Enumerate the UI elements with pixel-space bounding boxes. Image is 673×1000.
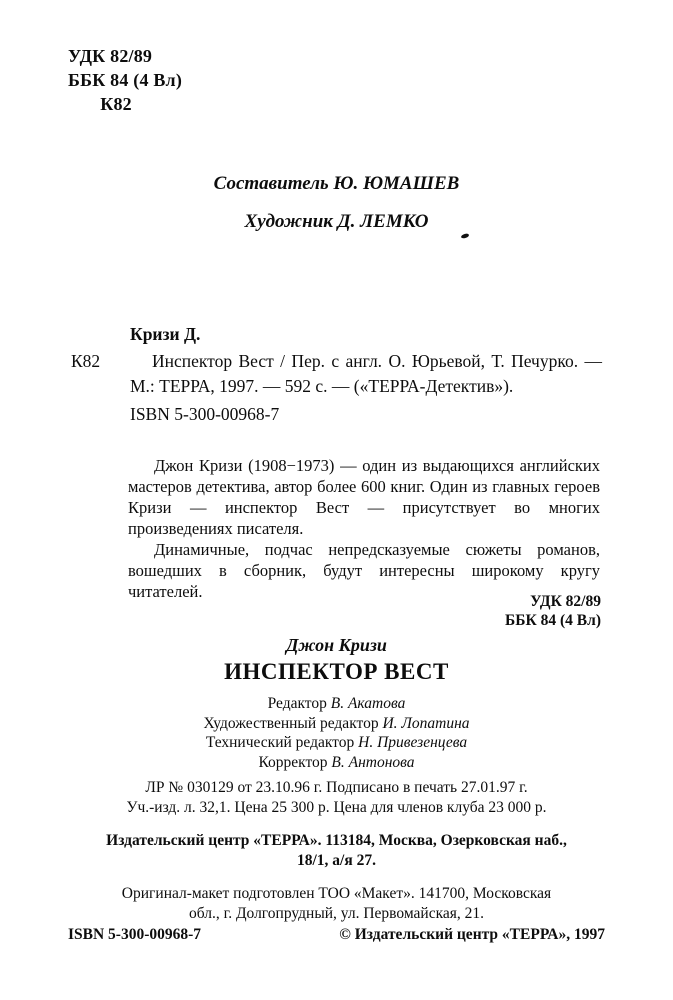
publisher-address-line-1: Издательский центр «ТЕРРА». 113184, Москва, Озерковская наб., [106,832,567,849]
production-credits [0,165,673,241]
bbk-code-repeat: ББК 84 (4 Вл) [505,612,601,629]
book-author: Джон Кризи [286,635,387,655]
classification-codes [68,44,182,116]
cip-record-body-wrapper [68,349,602,428]
staff-person: Н. Привезенцева [358,734,468,751]
staff-person: В. Антонова [331,753,415,771]
staff-row [0,694,673,714]
staff-row [0,753,673,773]
page-footer [68,925,605,945]
book-title: ИНСПЕКТОР ВЕСТ [224,659,449,684]
typesetter-address-line-1: Оригинал-макет подготовлен ТОО «Макет». 141700, Московская [121,885,552,902]
artist-credit: Художник Д. ЛЕМКО [244,211,429,232]
annotation-block [128,455,600,602]
cip-description [130,349,602,428]
cip-author-heading: Кризи Д. [130,324,201,344]
shelfmark-code: К82 [100,94,132,114]
annotation-paragraph-2: Динамичные, подчас непредсказуемые сюжеты романов, вошедших в сборник, будут интересны широкому кругу читателей. [128,540,600,601]
publisher-address [0,831,673,871]
printing-details [0,778,673,818]
staff-role: Корректор [258,753,332,771]
typesetter-address-line-2: обл., г. Долгопрудный, ул. Первомайская, 21. [188,905,485,922]
classification-codes-repeat [505,592,601,630]
imprint-details [0,778,673,924]
annotation-paragraph-1: Джон Кризи (1908−1973) — один из выдающихся английских мастеров детектива, автор более 600 книг. Один из главных героев Кризи — инспектор Вест — присутствует во многих произведениях писателя. [128,456,600,538]
udk-code-repeat: УДК 82/89 [530,593,601,610]
footer-isbn: ISBN 5-300-00968-7 [68,926,202,943]
staff-role: Технический редактор [205,734,359,751]
publisher-address-line-2: 18/1, а/я 27. [297,852,376,869]
licence-line: ЛР № 030129 от 23.10.96 г. Подписано в печать 27.01.97 г. [145,779,528,796]
staff-person: И. Лопатина [382,714,470,732]
udk-code: УДК 82/89 [68,46,153,66]
cip-record [68,322,602,427]
footer-copyright: © Издательский центр «ТЕРРА», 1997 [339,926,605,943]
bbk-code: ББК 84 (4 Вл) [68,70,183,90]
title-block [0,634,673,686]
editorial-staff [0,694,673,772]
price-line: Уч.-изд. л. 32,1. Цена 25 300 р. Цена для членов клуба 23 000 р. [126,799,547,816]
compiler-credit: Составитель Ю. ЮМАШЕВ [213,173,460,194]
staff-role: Редактор [267,695,331,712]
typesetter-address [0,884,673,924]
staff-role: Художественный редактор [203,714,383,732]
staff-row [0,733,673,753]
staff-row [0,714,673,734]
cip-description-text: Инспектор Вест / Пер. с англ. О. Юрьевой, Т. Печурко. — М.: ТЕРРА, 1997. — 592 с. — («ТЕРРА-Детектив»). [130,350,602,396]
cip-shelfmark: К82 [71,350,101,371]
cip-isbn: ISBN 5-300-00968-7 [130,403,280,424]
staff-person: В. Акатова [330,695,406,712]
